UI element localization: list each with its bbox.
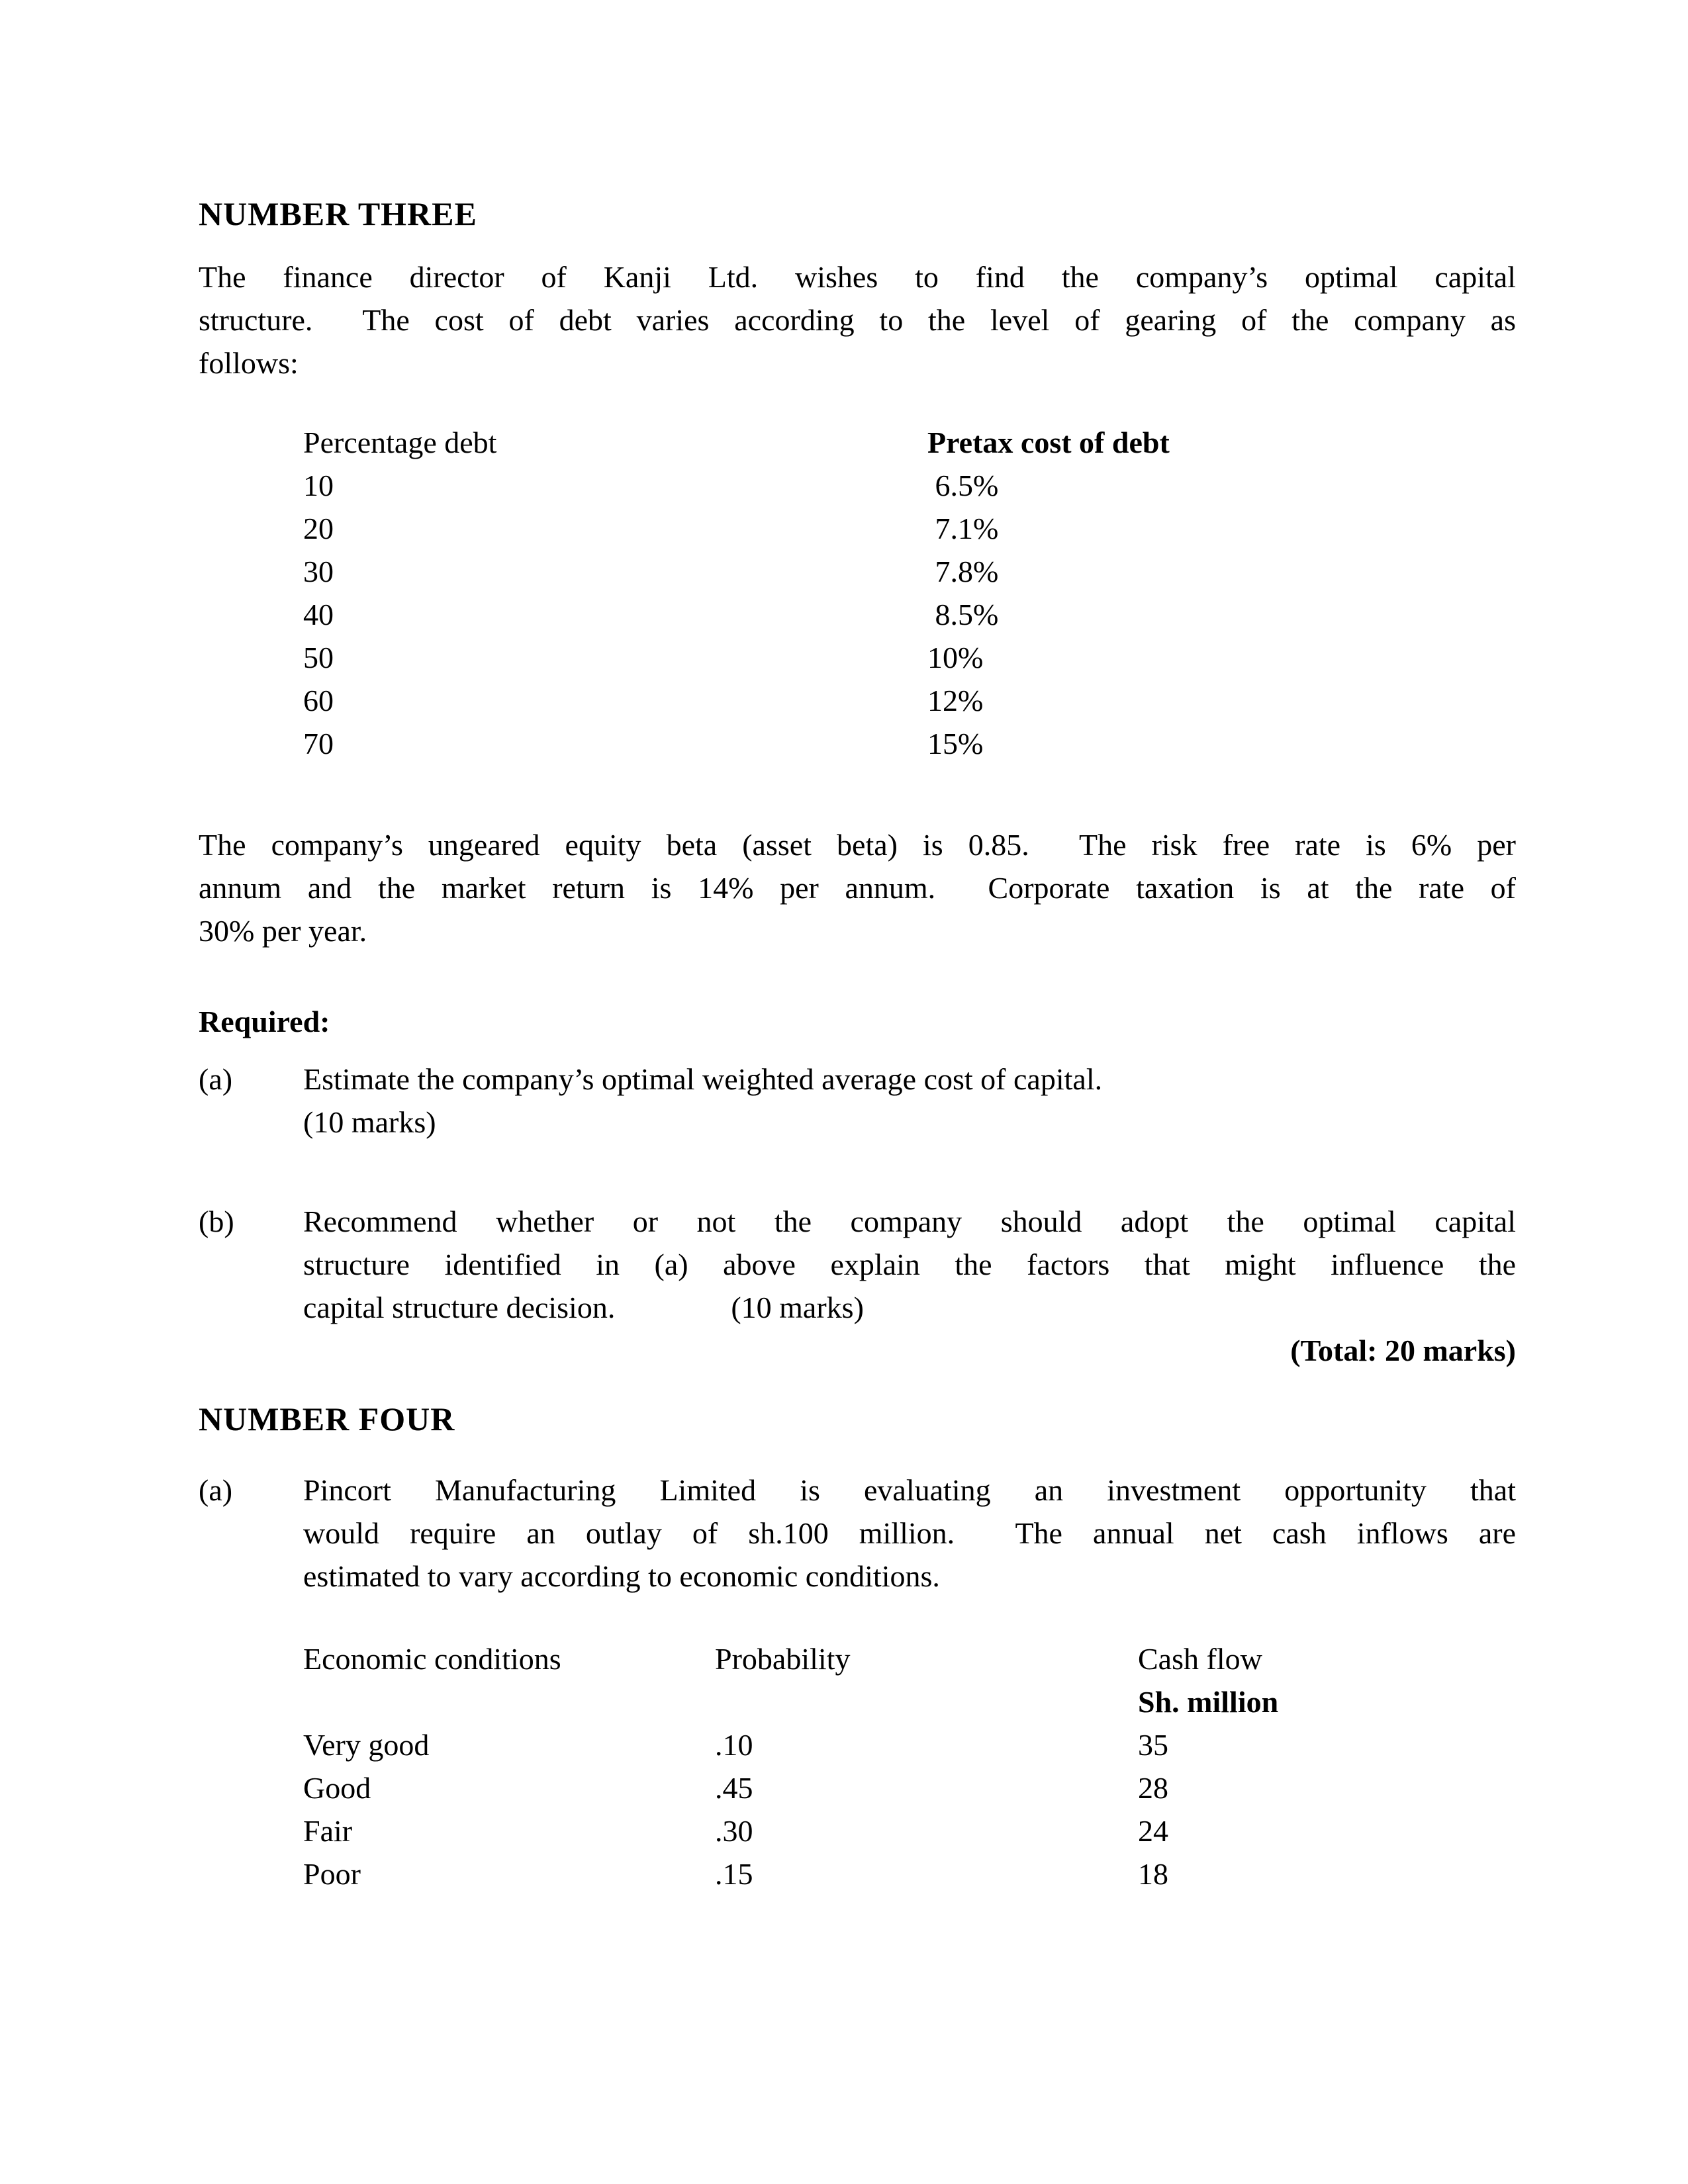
q4-item-a — [199, 1469, 1516, 1598]
conditions-col1-header: Economic conditions — [303, 1642, 561, 1676]
q4-item-a-line: would require an outlay of sh.100 million. The annual net cash inflows are — [303, 1516, 1516, 1550]
condition-cell: Fair — [303, 1814, 353, 1848]
q3-intro-paragraph — [199, 255, 1516, 385]
q3-intro-line: structure. The cost of debt varies according to the level of gearing of the company as — [199, 303, 1516, 337]
q3-beta-line: 30% per year. — [199, 914, 367, 948]
q3-item-a-label: (a) — [199, 1062, 233, 1096]
q3-intro-line: follows: — [199, 346, 299, 380]
probability-cell: .10 — [715, 1728, 753, 1762]
probability-cell: .45 — [715, 1771, 753, 1805]
debt-table-row — [303, 507, 1516, 550]
conditions-empty-cell — [303, 1680, 715, 1723]
required-label: Required: — [199, 1005, 330, 1038]
percentage-debt-cell: 50 — [303, 641, 334, 674]
debt-table-col1-header: Percentage debt — [303, 426, 497, 459]
q4-item-a-label: (a) — [199, 1473, 233, 1507]
percentage-debt-cell: 30 — [303, 555, 334, 588]
debt-table-row — [303, 550, 1516, 593]
debt-cost-table — [303, 421, 1516, 765]
q3-total-marks: (Total: 20 marks) — [1290, 1334, 1516, 1367]
debt-table-row — [303, 636, 1516, 679]
percentage-debt-cell: 20 — [303, 512, 334, 545]
q3-heading: NUMBER THREE — [199, 195, 477, 232]
conditions-col3-subheader: Sh. million — [1138, 1685, 1279, 1719]
q3-item-b-marks: (10 marks) — [731, 1291, 864, 1324]
q3-item-b-line: Recommend whether or not the company should adopt the optimal capital — [303, 1205, 1516, 1238]
q3-item-b-line: structure identified in (a) above explain the factors that might influence the — [303, 1248, 1516, 1281]
condition-cell: Very good — [303, 1728, 430, 1762]
condition-cell: Good — [303, 1771, 371, 1805]
conditions-col2-header: Probability — [715, 1642, 851, 1676]
conditions-table-row — [303, 1852, 1516, 1895]
q3-item-b-line — [303, 1286, 1516, 1329]
q4-heading: NUMBER FOUR — [199, 1400, 455, 1437]
pretax-cost-cell: 7.1% — [927, 512, 999, 545]
q3-item-a-text: Estimate the company’s optimal weighted average cost of capital. — [303, 1062, 1103, 1096]
conditions-table-row — [303, 1766, 1516, 1809]
debt-table-row — [303, 679, 1516, 722]
debt-table-row — [303, 464, 1516, 507]
pretax-cost-cell: 15% — [927, 727, 984, 760]
q3-beta-paragraph — [199, 823, 1516, 952]
q3-item-b-line3-text: capital structure decision. — [303, 1291, 616, 1324]
conditions-col3-header: Cash flow — [1138, 1642, 1262, 1676]
q3-beta-line: annum and the market return is 14% per annum. Corporate taxation is at the rate of — [199, 871, 1516, 905]
pretax-cost-cell: 7.8% — [927, 555, 999, 588]
conditions-table-subheader-row — [303, 1680, 1516, 1723]
debt-table-row — [303, 722, 1516, 765]
pretax-cost-cell: 8.5% — [927, 598, 999, 631]
percentage-debt-cell: 70 — [303, 727, 334, 760]
q3-intro-line: The finance director of Kanji Ltd. wishes to find the company’s optimal capital — [199, 260, 1516, 294]
cash-flow-cell: 18 — [1138, 1857, 1168, 1891]
percentage-debt-cell: 60 — [303, 684, 334, 717]
debt-table-row — [303, 593, 1516, 636]
q4-item-a-line: estimated to vary according to economic conditions. — [303, 1559, 940, 1593]
q3-beta-line: The company’s ungeared equity beta (asset beta) is 0.85. The risk free rate is 6% per — [199, 828, 1516, 862]
q3-item-b-body — [303, 1200, 1516, 1329]
cash-flow-cell: 24 — [1138, 1814, 1168, 1848]
debt-table-header-row — [303, 421, 1516, 464]
debt-table-col2-header: Pretax cost of debt — [927, 426, 1170, 459]
conditions-table-row — [303, 1723, 1516, 1766]
conditions-table-header-row — [303, 1637, 1516, 1680]
percentage-debt-cell: 40 — [303, 598, 334, 631]
pretax-cost-cell: 12% — [927, 684, 984, 717]
q4-item-a-line: Pincort Manufacturing Limited is evaluating an investment opportunity that — [303, 1473, 1516, 1507]
q3-item-a-body — [303, 1058, 1516, 1144]
conditions-empty-cell — [715, 1680, 1138, 1723]
cash-flow-cell: 35 — [1138, 1728, 1168, 1762]
probability-cell: .15 — [715, 1857, 753, 1891]
pretax-cost-cell: 6.5% — [927, 469, 999, 502]
condition-cell: Poor — [303, 1857, 361, 1891]
q3-item-a — [199, 1058, 1516, 1144]
q4-item-a-body — [303, 1469, 1516, 1598]
conditions-table-row — [303, 1809, 1516, 1852]
q3-item-a-marks: (10 marks) — [303, 1105, 436, 1139]
cash-flow-cell: 28 — [1138, 1771, 1168, 1805]
q3-item-b-label: (b) — [199, 1205, 234, 1238]
percentage-debt-cell: 10 — [303, 469, 334, 502]
economic-conditions-table — [303, 1637, 1516, 1895]
q3-item-b — [199, 1200, 1516, 1329]
page-content — [199, 0, 1516, 1895]
pretax-cost-cell: 10% — [927, 641, 984, 674]
probability-cell: .30 — [715, 1814, 753, 1848]
